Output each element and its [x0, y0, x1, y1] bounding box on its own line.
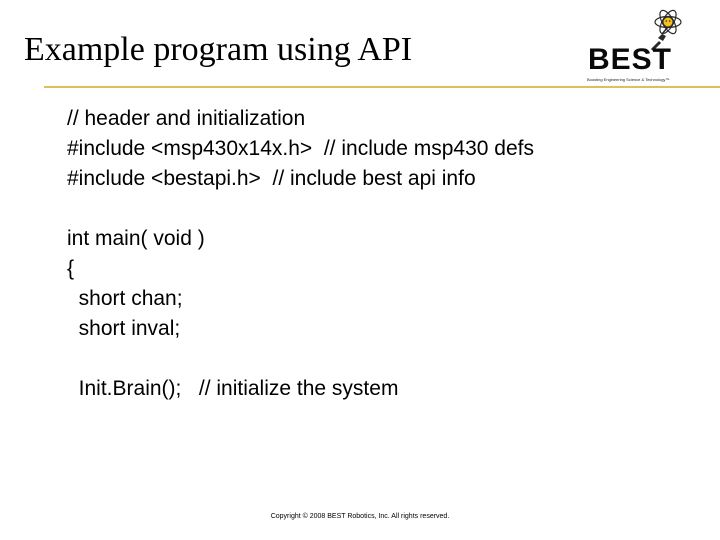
code-line: {: [67, 257, 75, 280]
copyright-footer: Copyright © 2008 BEST Robotics, Inc. All rights reserved.: [270, 513, 450, 520]
slide-title: Example program using API: [24, 31, 413, 68]
code-line: // header and initialization: [67, 107, 306, 130]
code-line-blank: [67, 194, 707, 224]
code-line: #include <bestapi.h> // include best api info: [67, 167, 476, 190]
code-line-blank: [67, 344, 707, 374]
code-line: short chan;: [67, 287, 183, 310]
logo-tagline: Boosting Engineering Science & Technology™: [587, 77, 670, 82]
code-line: Init.Brain(); // initialize the system: [67, 377, 399, 400]
code-line: short inval;: [67, 317, 181, 340]
code-line: #include <msp430x14x.h> // include msp430 defs: [67, 137, 534, 160]
best-logo: [584, 8, 688, 90]
code-listing: [67, 104, 707, 404]
code-line: int main( void ): [67, 227, 205, 250]
logo-wordmark: BEST: [588, 43, 673, 76]
